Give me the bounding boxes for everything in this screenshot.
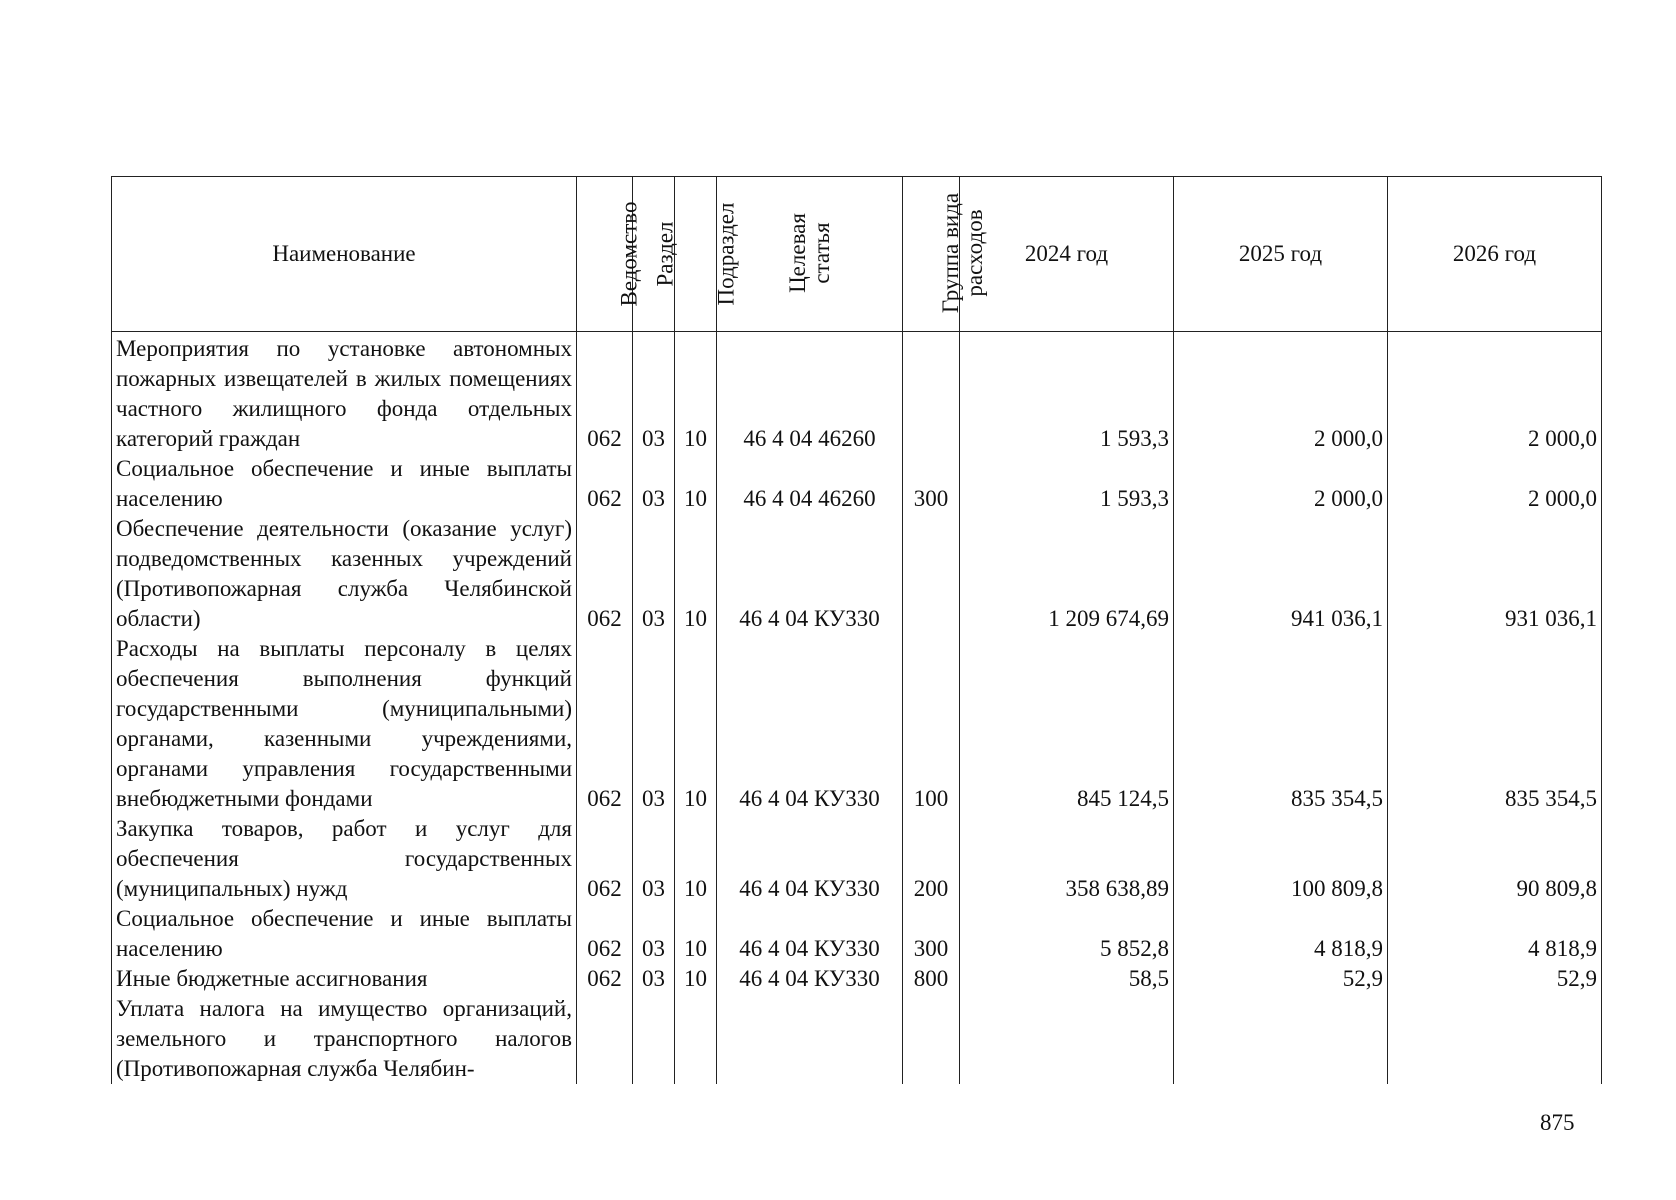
- table-row: [112, 634, 1602, 814]
- row-vid-rashodov: 200: [903, 814, 960, 904]
- row-2026: 2 000,0: [1388, 454, 1602, 514]
- row-vid-rashodov: 100: [903, 634, 960, 814]
- table-row: [112, 514, 1602, 634]
- row-2026: 90 809,8: [1388, 814, 1602, 904]
- row-razdel: 03: [633, 634, 675, 814]
- row-2024: 1 593,3: [960, 454, 1174, 514]
- table-row: [112, 994, 1602, 1084]
- row-2025: 100 809,8: [1174, 814, 1388, 904]
- row-vedomstvo: [577, 994, 633, 1084]
- row-razdel: 03: [633, 814, 675, 904]
- row-podrazdel: 10: [675, 332, 717, 455]
- row-name: Мероприятия по установке автономных пожарных извещателей в жилых помещениях частного жилищного фонда отдельных категорий граждан: [112, 332, 577, 455]
- row-2025: 941 036,1: [1174, 514, 1388, 634]
- row-podrazdel: 10: [675, 814, 717, 904]
- row-razdel: 03: [633, 332, 675, 455]
- row-2025: 835 354,5: [1174, 634, 1388, 814]
- row-celevaya-statya: [717, 994, 903, 1084]
- row-vedomstvo: 062: [577, 332, 633, 455]
- row-vid-rashodov: [903, 994, 960, 1084]
- row-razdel: 03: [633, 904, 675, 964]
- row-2025: [1174, 994, 1388, 1084]
- row-vedomstvo: 062: [577, 634, 633, 814]
- row-celevaya-statya: 46 4 04 КУ330: [717, 964, 903, 994]
- row-name: Социальное обеспечение и иные выплаты населению: [112, 454, 577, 514]
- row-celevaya-statya: 46 4 04 46260: [717, 332, 903, 455]
- row-razdel: 03: [633, 454, 675, 514]
- row-name: Обеспечение деятельности (оказание услуг) подведомственных казенных учреждений (Противопожарная служба Челябинской области): [112, 514, 577, 634]
- row-razdel: 03: [633, 964, 675, 994]
- row-vedomstvo: 062: [577, 964, 633, 994]
- row-vedomstvo: 062: [577, 814, 633, 904]
- page-number: 875: [1540, 1110, 1575, 1135]
- row-2026: 2 000,0: [1388, 332, 1602, 455]
- row-vid-rashodov: 800: [903, 964, 960, 994]
- header-celevaya-statya: Целевая статья: [717, 177, 903, 332]
- row-podrazdel: 10: [675, 904, 717, 964]
- header-2024: 2024 год: [960, 177, 1174, 332]
- row-podrazdel: [675, 994, 717, 1084]
- row-vid-rashodov: 300: [903, 904, 960, 964]
- table-header: [112, 177, 1602, 332]
- row-name: Расходы на выплаты персоналу в целях обеспечения выполнения функций государственными (муниципальными) органами, казенными учреждениями, органами управления государственными внебюджетными фондами: [112, 634, 577, 814]
- row-name: Закупка товаров, работ и услуг для обеспечения государственных (муниципальных) нужд: [112, 814, 577, 904]
- row-name: Иные бюджетные ассигнования: [112, 964, 577, 994]
- row-podrazdel: 10: [675, 634, 717, 814]
- header-vedomstvo: Ведомство: [577, 177, 633, 332]
- table-row: [112, 454, 1602, 514]
- table-row: [112, 814, 1602, 904]
- row-2026: 4 818,9: [1388, 904, 1602, 964]
- row-vid-rashodov: [903, 332, 960, 455]
- budget-table: [111, 176, 1602, 1084]
- row-vedomstvo: 062: [577, 454, 633, 514]
- table-row: [112, 964, 1602, 994]
- row-2024: [960, 994, 1174, 1084]
- row-podrazdel: 10: [675, 964, 717, 994]
- row-vid-rashodov: 300: [903, 454, 960, 514]
- row-name: Социальное обеспечение и иные выплаты населению: [112, 904, 577, 964]
- header-razdel: Раздел: [633, 177, 675, 332]
- row-2024: 5 852,8: [960, 904, 1174, 964]
- row-razdel: 03: [633, 514, 675, 634]
- table-row: [112, 904, 1602, 964]
- header-podrazdel: Подраздел: [675, 177, 717, 332]
- row-celevaya-statya: 46 4 04 КУ330: [717, 514, 903, 634]
- row-celevaya-statya: 46 4 04 46260: [717, 454, 903, 514]
- header-name: Наименование: [112, 177, 577, 332]
- row-celevaya-statya: 46 4 04 КУ330: [717, 814, 903, 904]
- row-celevaya-statya: 46 4 04 КУ330: [717, 634, 903, 814]
- row-2024: 358 638,89: [960, 814, 1174, 904]
- row-celevaya-statya: 46 4 04 КУ330: [717, 904, 903, 964]
- row-podrazdel: 10: [675, 514, 717, 634]
- row-vedomstvo: 062: [577, 904, 633, 964]
- row-2025: 4 818,9: [1174, 904, 1388, 964]
- header-2026: 2026 год: [1388, 177, 1602, 332]
- row-vid-rashodov: [903, 514, 960, 634]
- row-2025: 52,9: [1174, 964, 1388, 994]
- row-name: Уплата налога на имущество организаций, земельного и транспортного налогов (Противопожарная служба Челябин-: [112, 994, 577, 1084]
- row-2024: 845 124,5: [960, 634, 1174, 814]
- row-2026: 835 354,5: [1388, 634, 1602, 814]
- header-gruppa-vida-rashodov: Группа вида расходов: [903, 177, 960, 332]
- row-2026: [1388, 994, 1602, 1084]
- row-razdel: [633, 994, 675, 1084]
- row-2024: 1 209 674,69: [960, 514, 1174, 634]
- table-row: [112, 332, 1602, 455]
- row-vedomstvo: 062: [577, 514, 633, 634]
- row-podrazdel: 10: [675, 454, 717, 514]
- table-body: [112, 332, 1602, 1085]
- header-2025: 2025 год: [1174, 177, 1388, 332]
- row-2026: 931 036,1: [1388, 514, 1602, 634]
- row-2026: 52,9: [1388, 964, 1602, 994]
- row-2025: 2 000,0: [1174, 454, 1388, 514]
- row-2025: 2 000,0: [1174, 332, 1388, 455]
- row-2024: 58,5: [960, 964, 1174, 994]
- row-2024: 1 593,3: [960, 332, 1174, 455]
